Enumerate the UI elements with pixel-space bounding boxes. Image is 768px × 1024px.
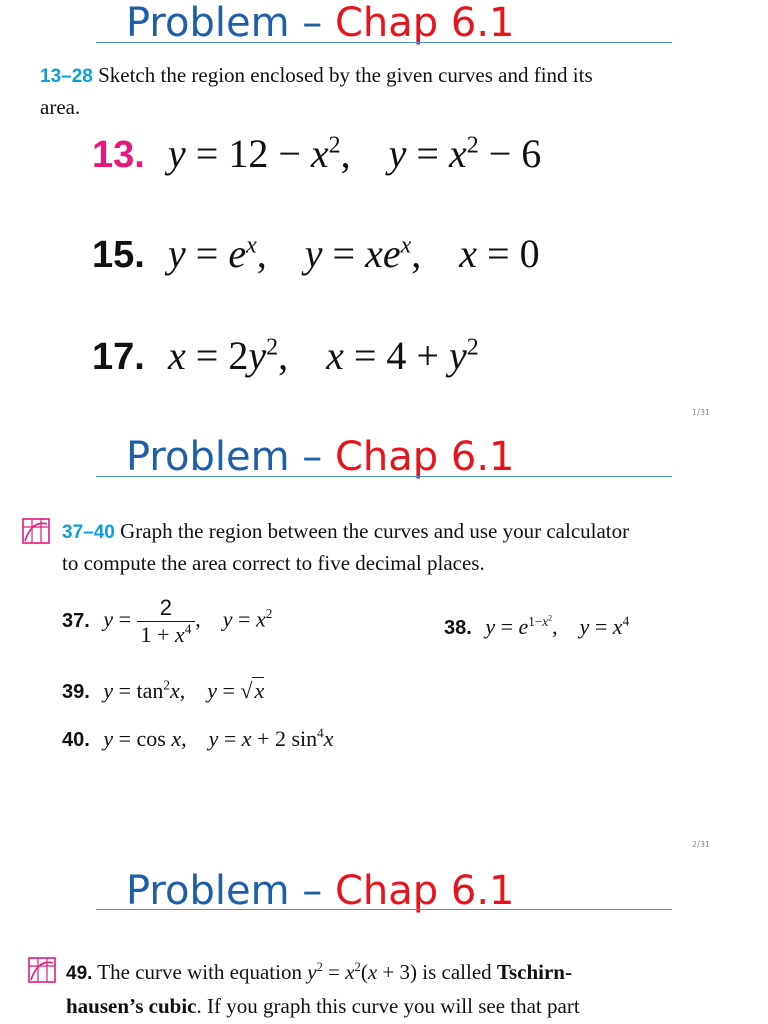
equation: $y = e^x$, $y = xe^x$, x = 0 — [168, 231, 540, 276]
title-underline — [96, 476, 672, 477]
slide-2 — [0, 430, 768, 860]
slide-title: Problem – Chap 6.1 — [126, 434, 515, 480]
title-underline — [96, 42, 672, 43]
slide-1 — [0, 0, 768, 430]
equation: $y = 12 - x^2$, $y = x^2 - 6$ — [168, 131, 542, 176]
problem-40: 40. y = cos x, y = x + 2 $\sin^4x$ — [62, 725, 334, 751]
graphing-calculator-icon — [28, 957, 56, 983]
problem-49: 49. The curve with equation $y^2 = x^2(x + 3)$ is called Tschirn- hausen’s cubic. If you graph this curve you will see that part — [66, 960, 580, 1018]
slide-3 — [0, 860, 768, 1024]
page-number: 1/31 — [692, 408, 710, 417]
equation: $x = 2y^2$, $x = 4 + y^2$ — [168, 333, 479, 378]
instructions: 13–28 Sketch the region enclosed by the given curves and find its area. — [40, 63, 593, 119]
problem-39: 39. $y = \tan^2x$, y = √x — [62, 677, 265, 703]
graphing-calculator-icon — [22, 518, 50, 544]
problem-13: 13. $y = 12 - x^2$, $y = x^2 - 6$ — [92, 131, 542, 176]
problem-17: 17. $x = 2y^2$, $x = 4 + y^2$ — [92, 333, 479, 378]
instructions: 37–40 Graph the region between the curves and use your calculator to compute the area correct to five decimal places. — [62, 519, 630, 575]
slide-title: Problem – Chap 6.1 — [126, 868, 515, 914]
fraction: $\frac{2}{1 + x^4}$ — [137, 595, 196, 648]
title-underline — [96, 909, 672, 910]
page-number: 2/31 — [692, 840, 710, 849]
problem-38: 38. $y = e^{1-x^2}$, $y = x^4$ — [444, 613, 630, 639]
slide-title: Problem – Chap 6.1 — [126, 0, 515, 46]
problem-15: 15. $y = e^x$, $y = xe^x$, x = 0 — [92, 231, 540, 276]
problem-37: 37. y = $\frac{2}{1 + x^4}$ , $y = x^2$ — [62, 595, 273, 647]
